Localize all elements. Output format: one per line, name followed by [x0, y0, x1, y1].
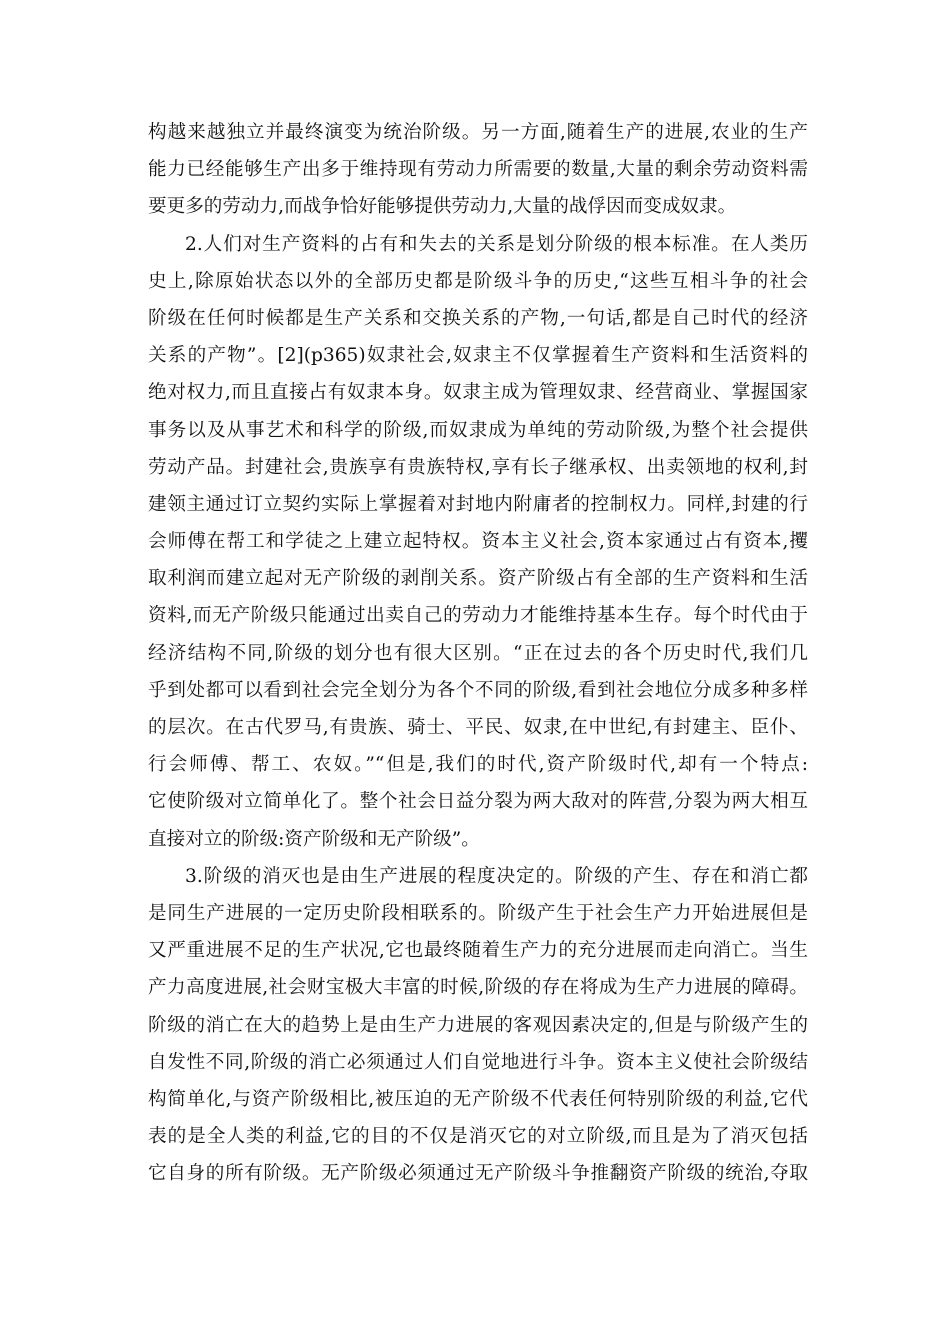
text-line: 要更多的劳动力,而战争恰好能够提供劳动力,大量的战俘因而变成奴隶。 [148, 196, 737, 218]
text-line: 表的是全人类的利益,它的目的不仅是消灭它的对立阶级,而且是为了消灭包括 [148, 1126, 808, 1148]
text-line: 关系的产物”。[2](p365)奴隶社会,奴隶主不仅掌握着生产资料和生活资料的 [148, 345, 808, 367]
text-line: 乎到处都可以看到社会完全划分为各个不同的阶级,看到社会地位分成多种多样 [148, 679, 808, 701]
text-line: 它使阶级对立简单化了。整个社会日益分裂为两大敌对的阵营,分裂为两大相互 [148, 791, 808, 813]
text-line: 构简单化,与资产阶级相比,被压迫的无产阶级不代表任何特别阶级的利益,它代 [148, 1088, 808, 1110]
body-text [148, 114, 808, 1192]
text-line: 是同生产进展的一定历史阶段相联系的。阶级产生于社会生产力开始进展但是 [148, 902, 808, 924]
text-line: 阶级的消亡在大的趋势上是由生产力进展的客观因素决定的,但是与阶级产生的 [148, 1014, 808, 1036]
text-line: 产力高度进展,社会财宝极大丰富的时候,阶级的存在将成为生产力进展的障碍。 [148, 977, 808, 999]
text-line: 取利润而建立起对无产阶级的剥削关系。资产阶级占有全部的生产资料和生活 [148, 568, 808, 590]
text-line: 构越来越独立并最终演变为统治阶级。另一方面,随着生产的进展,农业的生产 [148, 122, 808, 143]
text-line: 经济结构不同,阶级的划分也有很大区别。“正在过去的各个历史时代,我们几 [148, 642, 808, 664]
text-line: 行会师傅、帮工、农奴。”“但是,我们的时代,资产阶级时代,却有一个特点: [148, 754, 808, 776]
text-line: 劳动产品。封建社会,贵族享有贵族特权,享有长子继承权、出卖领地的权利,封 [148, 456, 808, 478]
text-line: 会师傅在帮工和学徒之上建立起特权。资本主义社会,资本家通过占有资本,攫 [148, 531, 808, 553]
text-line: 能力已经能够生产出多于维持现有劳动力所需要的数量,大量的剩余劳动资料需 [148, 159, 808, 181]
text-line: 建领主通过订立契约实际上掌握着对封地内附庸者的控制权力。同样,封建的行 [148, 493, 808, 515]
text-line: 史上,除原始状态以外的全部历史都是阶级斗争的历史,“这些互相斗争的社会 [148, 270, 808, 292]
paragraph-3-start: 3.阶级的消灭也是由生产进展的程度决定的。阶级的产生、存在和消亡都 [185, 865, 808, 887]
text-line: 自发性不同,阶级的消亡必须通过人们自觉地进行斗争。资本主义使社会阶级结 [148, 1051, 808, 1073]
text-line: 的层次。在古代罗马,有贵族、骑士、平民、奴隶,在中世纪,有封建主、臣仆、 [148, 717, 808, 738]
text-line: 它自身的所有阶级。无产阶级必须通过无产阶级斗争推翻资产阶级的统治,夺取 [148, 1163, 808, 1185]
text-line: 事务以及从事艺术和科学的阶级,而奴隶成为单纯的劳动阶级,为整个社会提供 [148, 419, 808, 441]
text-line: 阶级在任何时候都是生产关系和交换关系的产物,一句话,都是自己时代的经济 [148, 307, 808, 329]
text-line: 资料,而无产阶级只能通过出卖自己的劳动力才能维持基本生存。每个时代由于 [148, 605, 808, 627]
text-line: 绝对权力,而且直接占有奴隶本身。奴隶主成为管理奴隶、经营商业、掌握国家 [148, 382, 808, 404]
text-line: 直接对立的阶级:资产阶级和无产阶级”。 [148, 828, 480, 850]
paragraph-2-start: 2.人们对生产资料的占有和失去的关系是划分阶级的根本标准。在人类历 [185, 233, 808, 255]
text-line: 又严重进展不足的生产状况,它也最终随着生产力的充分进展而走向消亡。当生 [148, 940, 808, 962]
